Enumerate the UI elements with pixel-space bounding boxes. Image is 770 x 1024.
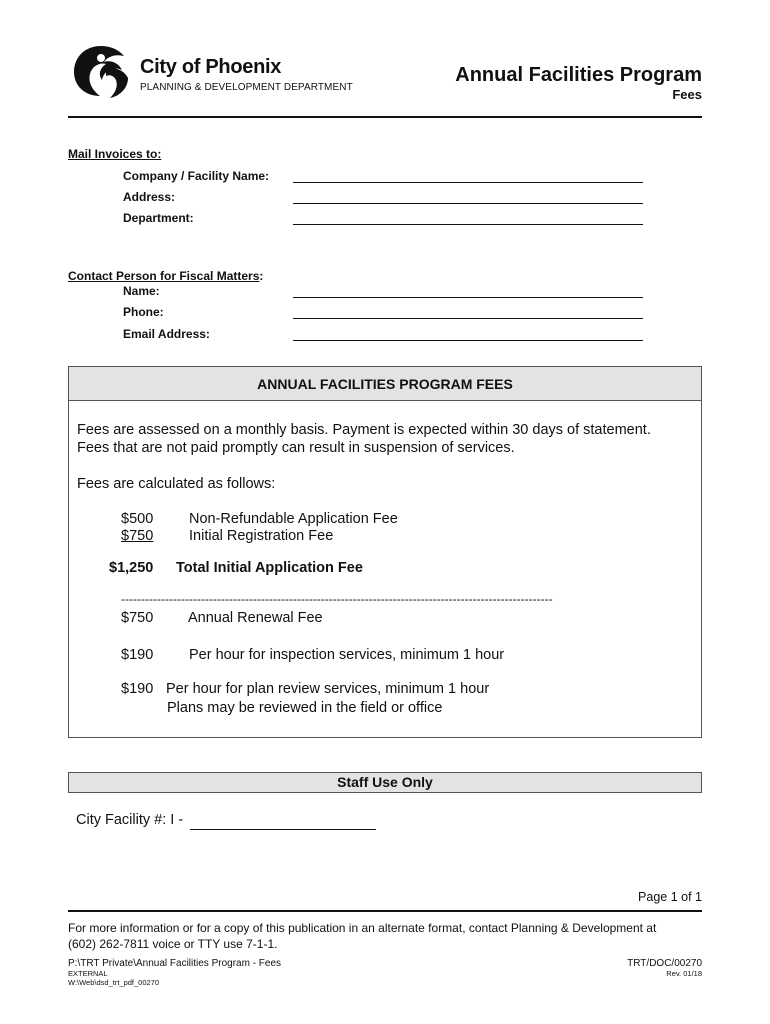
fees-separator: ------------------------------------------------------------------------------------------------------------ — [121, 592, 553, 606]
fee-desc-total: Total Initial Application Fee — [176, 560, 363, 576]
page-number: Page 1 of 1 — [638, 890, 702, 904]
fee-desc-application: Non-Refundable Application Fee — [189, 511, 398, 527]
city-facility-label: City Facility #: I - — [76, 812, 184, 828]
footer-info-line1: For more information or for a copy of this publication in an alternate format, contact Planning & Development at — [68, 921, 657, 935]
staff-use-heading: Staff Use Only — [68, 772, 702, 793]
file-path: P:\TRT Private\Annual Facilities Program - Fees — [68, 958, 282, 969]
fees-calc-intro: Fees are calculated as follows: — [77, 476, 276, 492]
org-department: PLANNING & DEVELOPMENT DEPARTMENT — [140, 82, 353, 93]
footer-info — [68, 920, 708, 952]
fee-note-plan-review: Plans may be reviewed in the field or office — [167, 700, 443, 716]
department-label: Department: — [123, 211, 194, 225]
department-field[interactable] — [293, 224, 643, 225]
header-divider — [68, 116, 702, 118]
fee-amount-inspection: $190 — [121, 647, 154, 663]
fee-amount-renewal: $750 — [121, 610, 154, 626]
fee-amount-application: $500 — [121, 511, 154, 527]
contact-name-field[interactable] — [293, 297, 643, 298]
fees-heading: ANNUAL FACILITIES PROGRAM FEES — [69, 367, 701, 401]
contact-heading: Contact Person for Fiscal Matters: — [68, 269, 264, 283]
fee-amount-total: $1,250 — [109, 560, 154, 576]
org-name: City of Phoenix — [140, 56, 282, 78]
address-field[interactable] — [293, 203, 643, 204]
fees-box — [68, 366, 702, 738]
company-name-label: Company / Facility Name: — [123, 169, 270, 183]
fee-desc-registration: Initial Registration Fee — [189, 528, 334, 544]
document-subtitle: Fees — [672, 87, 702, 102]
document-code: TRT/DOC/00270 — [627, 958, 702, 969]
fee-desc-renewal: Annual Renewal Fee — [188, 610, 323, 626]
footer-divider — [68, 910, 702, 912]
footer-info-line2: (602) 262-7811 voice or TTY use 7-1-1. — [68, 937, 278, 951]
document-title: Annual Facilities Program — [455, 64, 702, 86]
address-label: Address: — [123, 190, 176, 204]
fee-desc-plan-review: Per hour for plan review services, minimum 1 hour — [166, 681, 490, 697]
fee-desc-inspection: Per hour for inspection services, minimum 1 hour — [189, 647, 505, 663]
revision-label: Rev. 01/18 — [666, 969, 702, 978]
mail-invoices-heading: Mail Invoices to: — [68, 147, 162, 161]
web-path: W:\Web\dsd_trt_pdf_00270 — [68, 978, 160, 987]
company-name-field[interactable] — [293, 182, 643, 183]
contact-email-field[interactable] — [293, 340, 643, 341]
fee-amount-plan-review: $190 — [121, 681, 154, 697]
fees-intro-line1: Fees are assessed on a monthly basis. Payment is expected within 30 days of statement. — [77, 422, 651, 438]
contact-phone-field[interactable] — [293, 318, 643, 319]
contact-phone-label: Phone: — [123, 305, 164, 319]
fees-intro-line2: Fees that are not paid promptly can result in suspension of services. — [77, 440, 515, 456]
phoenix-logo — [70, 40, 132, 100]
external-label: EXTERNAL — [68, 969, 108, 978]
contact-name-label: Name: — [123, 284, 160, 298]
fee-amount-registration: $750 — [121, 528, 154, 544]
city-facility-field[interactable] — [190, 829, 376, 830]
contact-email-label: Email Address: — [123, 327, 210, 341]
